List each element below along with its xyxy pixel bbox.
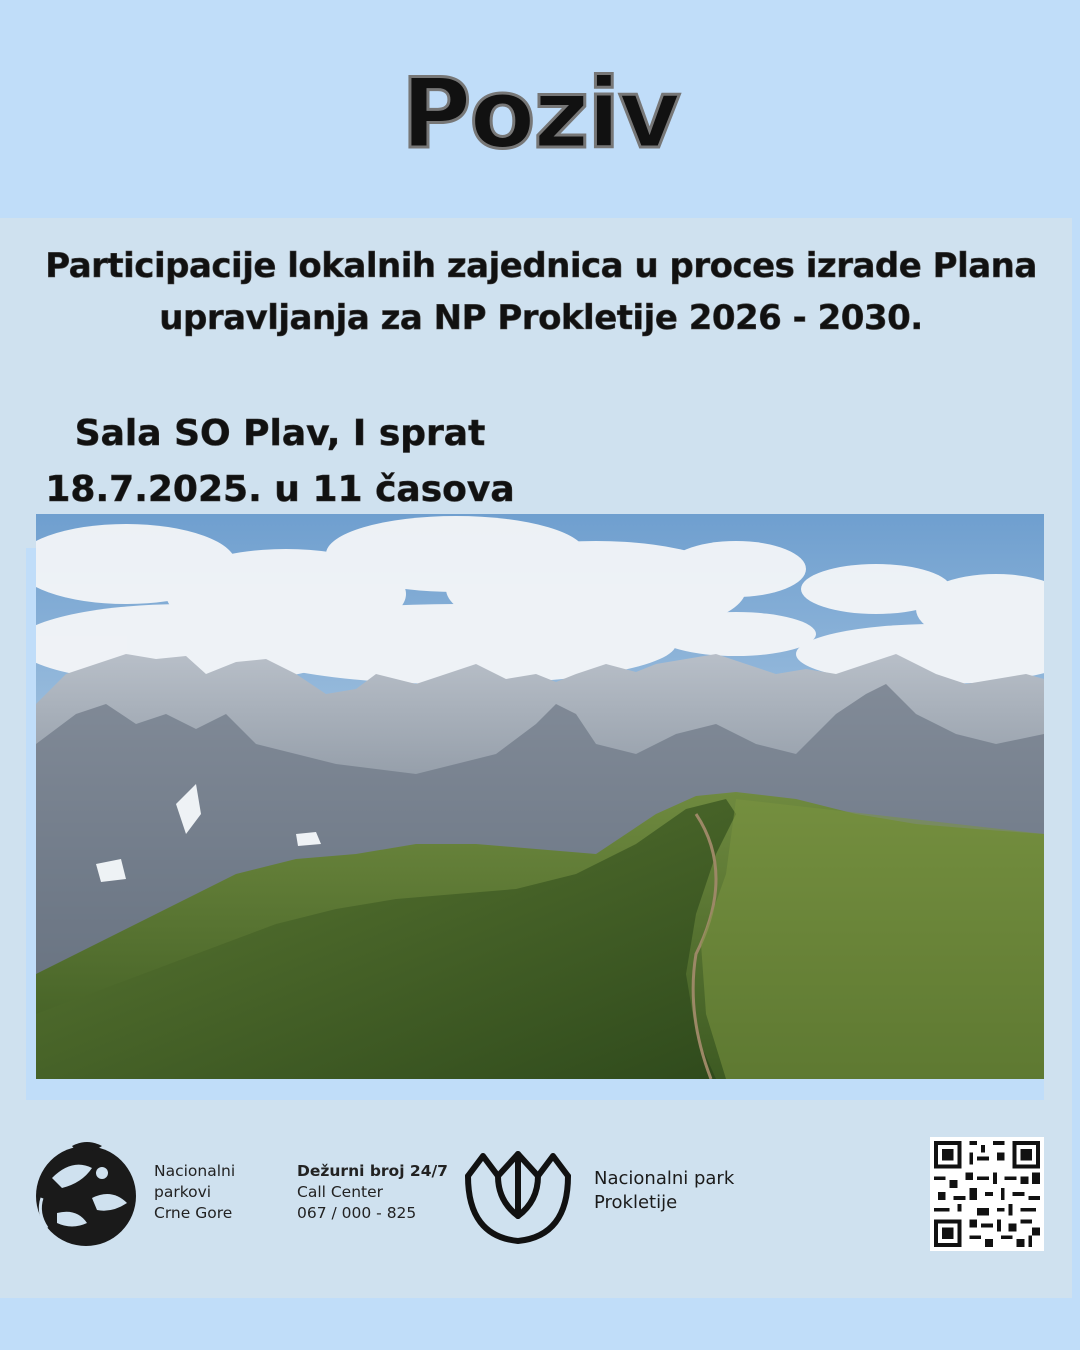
event-subtitle <box>10 240 1072 344</box>
hotline-subtitle: Call Center <box>297 1183 384 1201</box>
np-crne-gore-line-1: Nacionalni <box>154 1162 236 1180</box>
hotline-info <box>297 1161 448 1224</box>
np-prokletije-line-1: Nacionalni park <box>594 1168 735 1189</box>
date-time-line: 18.7.2025. u 11 časova <box>45 469 515 510</box>
qr-code-icon[interactable] <box>930 1137 1044 1251</box>
mountain-landscape-photo <box>36 514 1044 1079</box>
subtitle-line-1: Participacije lokalnih zajednica u proces izrade Plana <box>45 246 1037 286</box>
np-crne-gore-label <box>154 1161 235 1224</box>
hotline-title: Dežurni broj 24/7 <box>297 1162 448 1180</box>
np-crne-gore-line-2: parkovi <box>154 1183 212 1201</box>
subtitle-line-2: upravljanja za NP Prokletije 2026 - 2030. <box>159 298 923 338</box>
np-crne-gore-line-3: Crne Gore <box>154 1204 233 1222</box>
np-prokletije-label <box>594 1167 734 1215</box>
np-crne-gore-logo-icon <box>32 1138 140 1248</box>
np-prokletije-line-2: Prokletije <box>594 1192 678 1213</box>
poster-title: Poziv <box>401 58 679 170</box>
hotline-number: 067 / 000 - 825 <box>297 1204 417 1222</box>
np-prokletije-logo-icon <box>458 1146 578 1246</box>
event-venue-date <box>40 406 520 518</box>
venue-line: Sala SO Plav, I sprat <box>74 413 486 454</box>
